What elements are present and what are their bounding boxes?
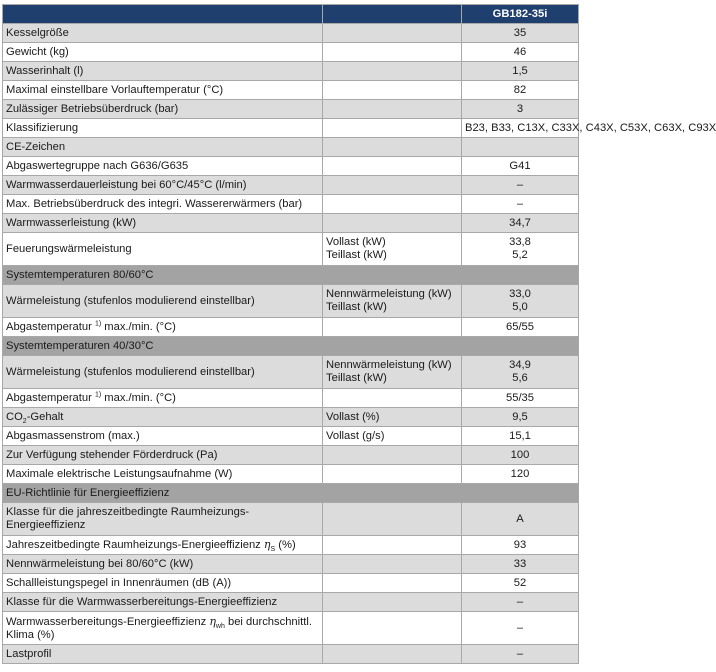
table-row (3, 465, 579, 484)
value-text: G41 (509, 159, 531, 172)
parameter-label: Abgaswertegruppe nach G636/G635 (6, 159, 189, 172)
parameter-label: Warmwasserleistung (kW) (6, 216, 137, 229)
condition-cell (323, 233, 462, 266)
parameter-cell (3, 427, 323, 446)
parameter-label: Zulässiger Betriebsüberdruck (bar) (6, 102, 179, 115)
parameter-label: Abgasmassenstrom (max.) (6, 429, 140, 442)
table-row (3, 503, 579, 536)
parameter-label: Wärmeleistung (stufenlos modulierend einstellbar) (6, 365, 255, 378)
parameter-label: Zur Verfügung stehender Förderdruck (Pa) (6, 448, 218, 461)
condition-cell (323, 195, 462, 214)
header-blank-cell (323, 5, 462, 24)
section-row (3, 266, 579, 285)
value-text: 33,8 (509, 236, 531, 248)
condition-label: Nennwärmeleistung (kW) (326, 288, 452, 300)
value-cell (462, 214, 579, 233)
value-cell (462, 81, 579, 100)
condition-cell (323, 81, 462, 100)
parameter-cell (3, 612, 323, 645)
condition-label: Vollast (g/s) (326, 429, 385, 442)
condition-cell (323, 465, 462, 484)
table-row (3, 176, 579, 195)
value-text: 15,1 (509, 429, 531, 442)
value-text: 1,5 (512, 64, 528, 77)
table-row (3, 318, 579, 337)
parameter-label: CO (6, 410, 23, 423)
value-cell (462, 612, 579, 645)
parameter-unit: (%) (275, 539, 296, 551)
table-row (3, 119, 579, 138)
eta-symbol: η (263, 538, 271, 551)
parameter-cell (3, 195, 323, 214)
parameter-label: Kesselgröße (6, 26, 69, 39)
header-blank-cell (3, 5, 323, 24)
parameter-label: Abgastemperatur (6, 391, 92, 404)
value-text: 120 (510, 467, 530, 480)
table-row (3, 100, 579, 119)
parameter-cell (3, 446, 323, 465)
table-row (3, 285, 579, 318)
parameter-cell (3, 408, 323, 427)
section-title: EU-Richtlinie für Energieeffizienz (6, 486, 170, 499)
value-cell (462, 195, 579, 214)
table-row (3, 555, 579, 574)
table-row (3, 593, 579, 612)
value-cell (462, 555, 579, 574)
condition-cell (323, 100, 462, 119)
parameter-label: Gewicht (kg) (6, 45, 69, 58)
parameter-cell (3, 176, 323, 195)
parameter-cell (3, 593, 323, 612)
table-row (3, 81, 579, 100)
value-text: 35 (513, 26, 527, 39)
table-row (3, 427, 579, 446)
parameter-label: Feuerungswärmeleistung (6, 242, 132, 255)
value-text: – (516, 178, 524, 191)
footnote-marker: 1) (94, 319, 102, 327)
parameter-label: Maximale elektrische Leistungsaufnahme (W) (6, 467, 233, 480)
parameter-cell (3, 389, 323, 408)
value-text: B23, B33, C13X, C33X, C43X, C53X, C63X, C93X (465, 121, 716, 134)
value-cell (462, 233, 579, 266)
condition-cell (323, 555, 462, 574)
value-text: 33,0 (509, 288, 531, 300)
condition-cell (323, 446, 462, 465)
condition-cell (323, 645, 462, 664)
condition-cell (323, 62, 462, 81)
value-text: 5,2 (512, 249, 528, 261)
parameter-cell (3, 503, 323, 536)
value-cell (462, 446, 579, 465)
parameter-label: Wasserinhalt (l) (6, 64, 84, 77)
value-text: 65/55 (506, 320, 534, 333)
value-text: – (516, 595, 524, 608)
value-cell (462, 427, 579, 446)
condition-label: Teillast (kW) (326, 249, 387, 261)
value-cell (462, 389, 579, 408)
condition-cell (323, 24, 462, 43)
value-text: – (516, 197, 524, 210)
value-cell (462, 62, 579, 81)
section-heading (3, 484, 579, 503)
value-text: 46 (513, 45, 527, 58)
section-title: Systemtemperaturen 80/60°C (6, 268, 154, 281)
parameter-cell (3, 214, 323, 233)
condition-cell (323, 503, 462, 536)
table-row (3, 195, 579, 214)
value-text: 93 (513, 538, 527, 551)
table-row (3, 43, 579, 62)
value-text: 34,9 (509, 359, 531, 371)
condition-cell (323, 157, 462, 176)
value-cell (462, 43, 579, 62)
table-row (3, 214, 579, 233)
value-text: 3 (516, 102, 524, 115)
parameter-label: Schallleistungspegel in Innenräumen (dB (A)) (6, 576, 232, 589)
symbol-subscript: wh (215, 622, 225, 630)
condition-cell (323, 356, 462, 389)
condition-cell (323, 285, 462, 318)
value-cell (462, 465, 579, 484)
parameter-cell (3, 138, 323, 157)
parameter-label: Lastprofil (6, 647, 52, 660)
table-header-row (3, 5, 579, 24)
spec-table (2, 4, 716, 664)
section-row (3, 337, 579, 356)
value-cell (462, 24, 579, 43)
parameter-label: Warmwasserdauerleistung bei 60°C/45°C (l/min) (6, 178, 247, 191)
parameter-cell (3, 465, 323, 484)
parameter-cell (3, 285, 323, 318)
parameter-cell (3, 574, 323, 593)
parameter-cell (3, 645, 323, 664)
table-row (3, 645, 579, 664)
value-text: 52 (513, 576, 527, 589)
condition-label: Vollast (kW) (326, 236, 386, 248)
section-title: Systemtemperaturen 40/30°C (6, 339, 154, 352)
value-cell (462, 356, 579, 389)
section-heading (3, 266, 579, 285)
parameter-cell (3, 356, 323, 389)
parameter-label: Klasse für die Warmwasserbereitungs-Energieeffizienz (6, 595, 278, 608)
parameter-unit: max./min. (°C) (101, 320, 176, 333)
value-text: – (516, 647, 524, 660)
condition-cell (323, 408, 462, 427)
table-row (3, 62, 579, 81)
parameter-unit: bei durchschnittl. Klima (%) (6, 615, 312, 641)
table-row (3, 233, 579, 266)
condition-cell (323, 427, 462, 446)
condition-cell (323, 318, 462, 337)
value-text: 100 (510, 448, 530, 461)
parameter-unit: max./min. (°C) (101, 391, 176, 404)
parameter-label: Nennwärmeleistung bei 80/60°C (kW) (6, 557, 194, 570)
section-heading (3, 337, 579, 356)
condition-cell (323, 612, 462, 645)
parameter-cell (3, 318, 323, 337)
table-row (3, 389, 579, 408)
condition-cell (323, 119, 462, 138)
chemical-subscript: 2 (22, 417, 27, 425)
value-cell (462, 100, 579, 119)
value-cell (462, 503, 579, 536)
model-header (462, 5, 579, 24)
value-cell (462, 536, 579, 555)
parameter-label: Klassifizierung (6, 121, 79, 134)
value-cell (462, 119, 716, 138)
section-row (3, 484, 579, 503)
value-text: 55/35 (506, 391, 534, 404)
parameter-cell (3, 24, 323, 43)
condition-cell (323, 536, 462, 555)
condition-cell (323, 43, 462, 62)
parameter-cell (3, 43, 323, 62)
parameter-cell (3, 536, 323, 555)
value-cell (462, 593, 579, 612)
parameter-label: Klasse für die jahreszeitbedingte Raumheizungs-Energieeffizienz (6, 506, 250, 531)
value-cell (462, 318, 579, 337)
parameter-label: Warmwasserbereitungs-Energieeffizienz (6, 615, 210, 628)
condition-label: Teillast (kW) (326, 301, 387, 313)
parameter-label: Maximal einstellbare Vorlauftemperatur (°C) (6, 83, 224, 96)
parameter-cell (3, 555, 323, 574)
parameter-label: Abgastemperatur (6, 320, 92, 333)
table-row (3, 446, 579, 465)
table-row (3, 138, 579, 157)
value-cell (462, 176, 579, 195)
parameter-cell (3, 62, 323, 81)
value-cell (462, 138, 579, 157)
condition-cell (323, 214, 462, 233)
footnote-marker: 1) (94, 390, 102, 398)
condition-cell (323, 138, 462, 157)
value-cell (462, 574, 579, 593)
value-text: 5,6 (512, 372, 528, 384)
value-text: 5,0 (512, 301, 528, 313)
parameter-label: Wärmeleistung (stufenlos modulierend einstellbar) (6, 294, 255, 307)
value-cell (462, 285, 579, 318)
value-text: – (516, 621, 524, 634)
value-cell (462, 645, 579, 664)
eta-symbol: η (209, 614, 216, 628)
table-row (3, 574, 579, 593)
condition-cell (323, 593, 462, 612)
table-row (3, 356, 579, 389)
parameter-cell (3, 119, 323, 138)
parameter-cell (3, 157, 323, 176)
symbol-subscript: S (270, 546, 276, 554)
parameter-label: Max. Betriebsüberdruck des integri. Wassererwärmers (bar) (6, 197, 303, 210)
model-name: GB182-35i (492, 7, 548, 20)
parameter-label: CE-Zeichen (6, 140, 66, 153)
condition-label: Teillast (kW) (326, 372, 387, 384)
parameter-label: Jahreszeitbedingte Raumheizungs-Energieeffizienz (6, 539, 264, 551)
value-text: 82 (513, 83, 527, 96)
condition-cell (323, 574, 462, 593)
table-row (3, 24, 579, 43)
value-cell (462, 408, 579, 427)
parameter-cell (3, 233, 323, 266)
parameter-unit: -Gehalt (26, 410, 64, 423)
table-row (3, 157, 579, 176)
table-row (3, 536, 579, 555)
value-cell (462, 157, 579, 176)
value-text: A (516, 512, 524, 525)
condition-label: Nennwärmeleistung (kW) (326, 359, 452, 371)
condition-cell (323, 176, 462, 195)
value-text: 34,7 (509, 216, 531, 229)
condition-label: Vollast (%) (326, 410, 380, 423)
parameter-cell (3, 100, 323, 119)
table-row (3, 408, 579, 427)
parameter-cell (3, 81, 323, 100)
value-text: 9,5 (512, 410, 528, 423)
value-text: 33 (513, 557, 527, 570)
condition-cell (323, 389, 462, 408)
table-row (3, 612, 579, 645)
